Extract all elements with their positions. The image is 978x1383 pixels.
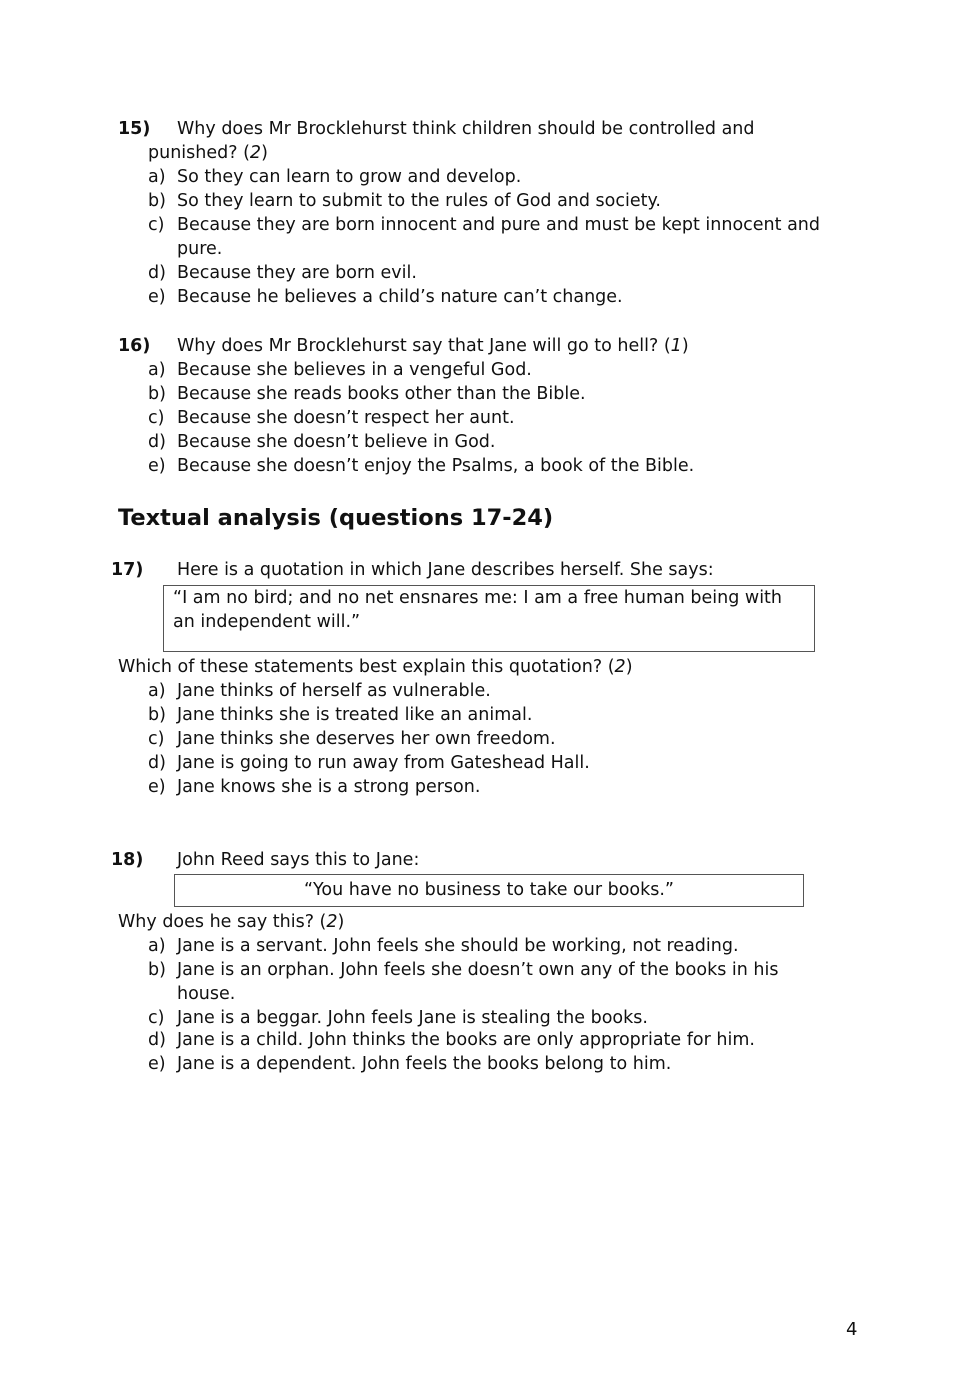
- option-letter: b): [148, 384, 166, 404]
- option-letter: b): [148, 191, 166, 211]
- option-text: Because they are born innocent and pure and must be kept innocent and: [177, 215, 820, 235]
- option-text: Jane thinks she is treated like an animal.: [177, 705, 533, 725]
- option-text: Because she doesn’t believe in God.: [177, 432, 496, 452]
- option-letter: e): [148, 287, 166, 307]
- option-text: Because she doesn’t respect her aunt.: [177, 408, 515, 428]
- option-text: Jane thinks of herself as vulnerable.: [177, 681, 491, 701]
- option-text-cont: pure.: [177, 239, 223, 259]
- question-number: 15): [118, 119, 151, 139]
- option-letter: a): [148, 167, 166, 187]
- page-number: 4: [846, 1319, 858, 1340]
- option-letter: d): [148, 263, 166, 283]
- option-text: Jane is a child. John thinks the books are only appropriate for him.: [177, 1030, 755, 1050]
- option-letter: a): [148, 681, 166, 701]
- question-text: Why does Mr Brocklehurst think children should be controlled and: [177, 119, 755, 139]
- option-text: Jane knows she is a strong person.: [177, 777, 481, 797]
- marks: 2: [614, 657, 626, 677]
- option-text: Jane is an orphan. John feels she doesn’t own any of the books in his: [177, 960, 779, 980]
- question-intro: John Reed says this to Jane:: [177, 850, 420, 870]
- option-text: Jane is a beggar. John feels Jane is stealing the books.: [177, 1008, 648, 1028]
- option-text: Jane is a servant. John feels she should be working, not reading.: [177, 936, 739, 956]
- question-number: 18): [111, 850, 144, 870]
- question-text: Which of these statements best explain this quotation? (2): [118, 657, 633, 677]
- option-text: Jane is a dependent. John feels the books belong to him.: [177, 1054, 672, 1074]
- question-text-cont: punished? (2): [148, 143, 268, 163]
- marks: 2: [249, 143, 262, 163]
- option-letter: d): [148, 432, 166, 452]
- option-text: Because she reads books other than the Bible.: [177, 384, 586, 404]
- quote-box: [174, 874, 804, 907]
- option-text: So they learn to submit to the rules of God and society.: [177, 191, 661, 211]
- section-heading: Textual analysis (questions 17-24): [118, 505, 554, 531]
- option-letter: a): [148, 936, 166, 956]
- option-letter: c): [148, 408, 165, 428]
- option-letter: e): [148, 777, 166, 797]
- option-letter: d): [148, 1030, 166, 1050]
- question-text: Why does Mr Brocklehurst say that Jane will go to hell? (1): [177, 336, 689, 356]
- option-letter: b): [148, 960, 166, 980]
- option-text: Jane is going to run away from Gateshead Hall.: [177, 753, 590, 773]
- question-text: Why does he say this? (2): [118, 912, 345, 932]
- option-letter: e): [148, 456, 166, 476]
- option-letter: d): [148, 753, 166, 773]
- option-text-cont: house.: [177, 984, 236, 1004]
- quote-text: “I am no bird; and no net ensnares me: I am a free human being with: [173, 588, 783, 608]
- option-text: So they can learn to grow and develop.: [177, 167, 522, 187]
- marks: 1: [670, 336, 682, 356]
- option-letter: c): [148, 215, 165, 235]
- quote-text-cont: an independent will.”: [173, 612, 361, 632]
- quote-text: “You have no business to take our books.”: [303, 880, 674, 900]
- marks: 2: [326, 912, 338, 932]
- question-intro: Here is a quotation in which Jane describes herself. She says:: [177, 560, 714, 580]
- option-letter: e): [148, 1054, 166, 1074]
- option-letter: c): [148, 1008, 165, 1028]
- option-text: Because they are born evil.: [177, 263, 417, 283]
- question-number: 17): [111, 560, 144, 580]
- option-letter: a): [148, 360, 166, 380]
- option-text: Because he believes a child’s nature can’t change.: [177, 287, 623, 307]
- option-text: Because she doesn’t enjoy the Psalms, a book of the Bible.: [177, 456, 695, 476]
- option-letter: c): [148, 729, 165, 749]
- option-text: Jane thinks she deserves her own freedom.: [177, 729, 556, 749]
- option-text: Because she believes in a vengeful God.: [177, 360, 532, 380]
- option-letter: b): [148, 705, 166, 725]
- question-number: 16): [118, 336, 151, 356]
- quote-box: [163, 585, 815, 652]
